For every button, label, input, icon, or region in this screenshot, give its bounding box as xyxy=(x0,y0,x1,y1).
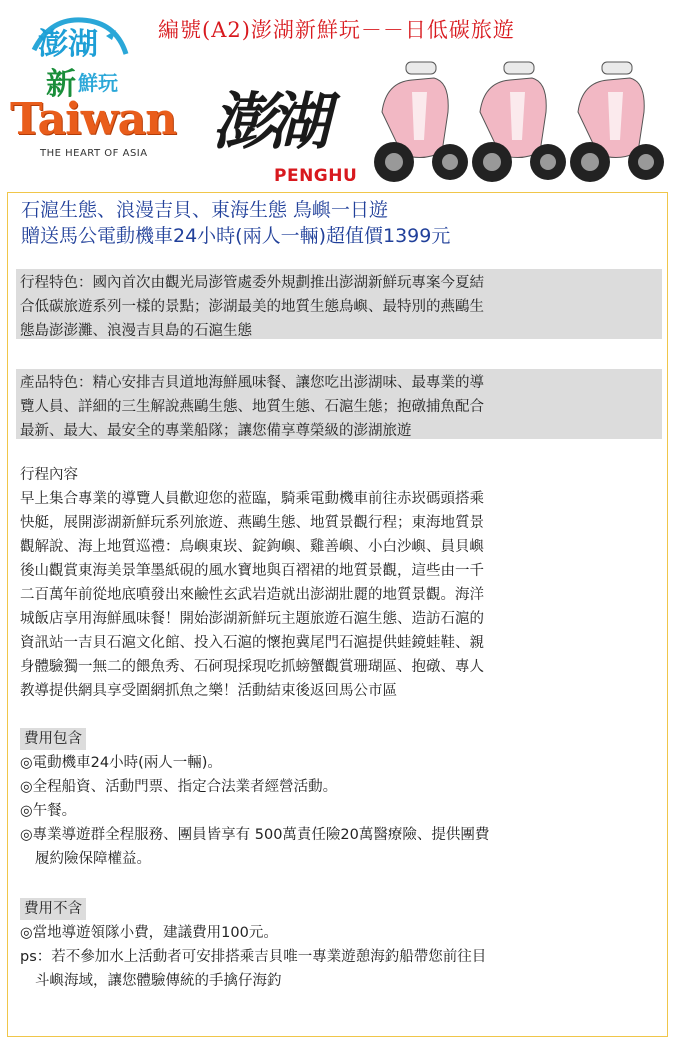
included-item: ◎午餐。 xyxy=(20,803,77,819)
features-line: 行程特色：國內首次由觀光局澎管處委外規劃推出澎湖新鮮玩專案今夏結 xyxy=(20,275,484,291)
itinerary-line: 早上集合專業的導覽人員歡迎您的蒞臨，騎乘電動機車前往赤崁碼頭搭乘 xyxy=(20,491,484,507)
included-item: ◎全程船資、活動門票、指定合法業者經營活動。 xyxy=(20,779,338,795)
svg-text:澎湖: 澎湖 xyxy=(38,27,98,62)
header xyxy=(0,0,675,190)
fees-excluded-title: 費用不含 xyxy=(20,898,86,920)
scooter-icon xyxy=(374,62,468,182)
features-line: 態島澎澎灘、浪漫吉貝島的石滬生態 xyxy=(20,323,252,339)
product-line: 產品特色：精心安排吉貝道地海鮮風味餐、讓您吃出澎湖味、最專業的導 xyxy=(20,375,484,391)
features-line: 合低碳旅遊系列一樣的景點；澎湖最美的地質生態鳥嶼、最特別的燕鷗生 xyxy=(20,299,484,315)
itinerary-line: 城飯店享用海鮮風味餐！開始澎湖新鮮玩主題旅遊石滬生態、造訪石滬的 xyxy=(20,611,484,627)
fees-included-title: 費用包含 xyxy=(20,728,86,750)
itinerary-section xyxy=(20,463,660,703)
fees-included-section xyxy=(20,727,660,871)
included-item: ◎電動機車24小時(兩人一輛)。 xyxy=(20,755,222,771)
product-line: 最新、最大、最安全的專業船隊；讓您備享尊榮級的澎湖旅遊 xyxy=(20,423,412,439)
product-line: 覽人員、詳細的三生解說燕鷗生態、地質生態、石滬生態；抱礅捕魚配合 xyxy=(20,399,484,415)
scooter-icon xyxy=(472,62,566,182)
headline-price-line: 贈送馬公電動機車24小時(兩人一輛)超值價1399元 xyxy=(21,225,451,247)
excluded-item-continuation: 斗嶼海域，讓您體驗傳統的手擒仔海釣 xyxy=(35,973,282,989)
itinerary-line: 快艇，展開澎湖新鮮玩系列旅遊、燕鷗生態、地質景觀行程；東海地質景 xyxy=(20,515,484,531)
taiwan-tourism-logo xyxy=(4,10,186,160)
electric-scooters-illustration xyxy=(372,42,672,190)
included-item-continuation: 履約險保障權益。 xyxy=(35,851,151,867)
tour-headline xyxy=(21,197,450,249)
tour-features-box xyxy=(16,269,662,339)
svg-text:新: 新 xyxy=(46,67,76,102)
brand-english: PENGHU xyxy=(274,166,358,186)
product-features-box xyxy=(16,369,662,439)
product-code-title: 編號(A2)澎湖新鮮玩－－日低碳旅遊 xyxy=(158,18,515,42)
itinerary-line: 身體驗獨一無二的餵魚秀、石砢現採現吃抓螃蟹觀賞珊瑚區、抱礅、專人 xyxy=(20,659,484,675)
itinerary-line: 後山觀賞東海美景筆墨紙硯的風水寶地與百褶裙的地質景觀，這些由一千 xyxy=(20,563,484,579)
logo-wordmark: Taiwan xyxy=(10,94,177,145)
content-frame xyxy=(7,192,668,1037)
itinerary-line: 資訊站一吉貝石滬文化館、投入石滬的懷抱冀尾門石滬提供蛙鏡蛙鞋、親 xyxy=(20,635,484,651)
penghu-brand xyxy=(212,72,372,190)
headline-line: 石滬生態、浪漫吉貝、東海生態 鳥嶼一日遊 xyxy=(21,199,389,221)
included-item: ◎專業導遊群全程服務、團員皆享有 500萬責任險20萬醫療險、提供團費 xyxy=(20,827,490,843)
itinerary-line: 二百萬年前從地底噴發出來鹼性玄武岩造就出澎湖壯麗的地質景觀。海洋 xyxy=(20,587,484,603)
excluded-item: ◎當地導遊領隊小費，建議費用100元。 xyxy=(20,925,278,941)
svg-text:鮮玩: 鮮玩 xyxy=(78,71,118,95)
fees-excluded-section xyxy=(20,897,660,993)
brand-calligraphy: 澎湖 xyxy=(212,85,325,158)
itinerary-line: 教導提供網具享受圍網抓魚之樂！活動結束後返回馬公市區 xyxy=(20,683,397,699)
itinerary-line: 觀解說、海上地質巡禮：鳥嶼東崁、錠鉤嶼、雞善嶼、小白沙嶼、員貝嶼 xyxy=(20,539,484,555)
itinerary-title: 行程內容 xyxy=(20,467,78,483)
logo-tagline: THE HEART OF ASIA xyxy=(40,148,148,159)
scooter-icon xyxy=(570,62,664,182)
excluded-item: ps：若不參加水上活動者可安排搭乘吉貝唯一專業遊憩海釣船帶您前往目 xyxy=(20,949,487,965)
